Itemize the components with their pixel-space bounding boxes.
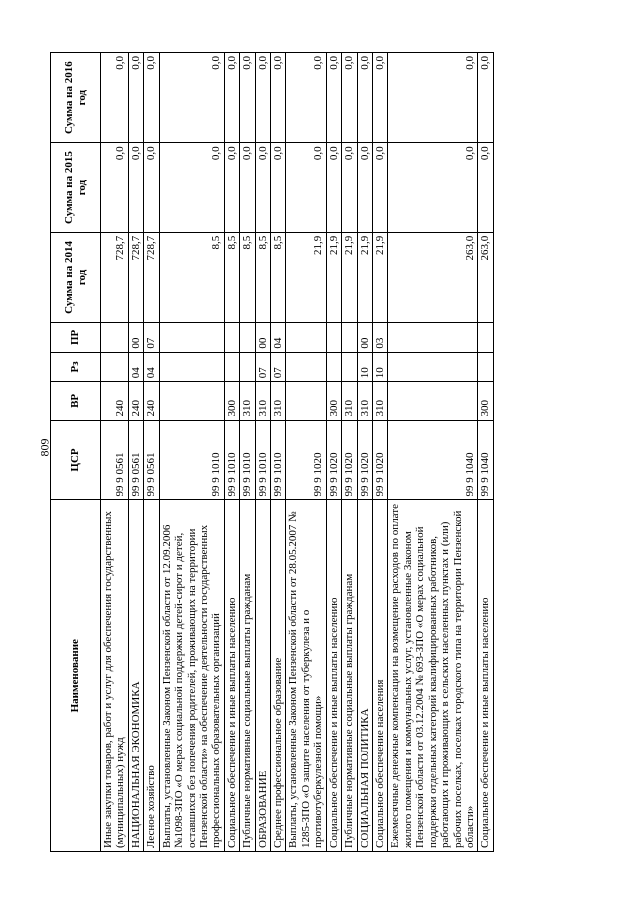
- header-2014: Сумма на 2014 год: [51, 232, 101, 322]
- cell-sum-2016: 0,0: [286, 53, 326, 143]
- cell-rz: 07: [255, 352, 270, 382]
- cell-pr: [326, 323, 341, 353]
- cell-pr: [224, 323, 239, 353]
- header-pr: ПР: [51, 323, 101, 353]
- cell-sum-2014: 21,9: [342, 232, 357, 322]
- header-2016: Сумма на 2016 год: [51, 53, 101, 143]
- cell-sum-2016: 0,0: [357, 53, 372, 143]
- table-row: [388, 53, 478, 852]
- cell-sum-2016: 0,0: [342, 53, 357, 143]
- table-row: [128, 53, 143, 852]
- cell-pr: [101, 323, 129, 353]
- cell-vr: 310: [342, 382, 357, 420]
- cell-name: Публичные нормативные социальные выплаты гражданам: [240, 500, 255, 852]
- cell-sum-2015: 0,0: [326, 143, 341, 232]
- cell-rz: 10: [357, 352, 372, 382]
- cell-sum-2016: 0,0: [159, 53, 224, 143]
- cell-sum-2016: 0,0: [224, 53, 239, 143]
- cell-rz: [159, 352, 224, 382]
- cell-vr: 310: [255, 382, 270, 420]
- cell-sum-2015: 0,0: [240, 143, 255, 232]
- cell-vr: 240: [144, 382, 159, 420]
- cell-sum-2015: 0,0: [128, 143, 143, 232]
- cell-sum-2016: 0,0: [240, 53, 255, 143]
- cell-rz: [326, 352, 341, 382]
- cell-name: Лесное хозяйство: [144, 500, 159, 852]
- cell-pr: 03: [373, 323, 388, 353]
- cell-pr: [159, 323, 224, 353]
- header-csr: ЦСР: [51, 420, 101, 500]
- cell-rz: [478, 352, 493, 382]
- cell-pr: 00: [255, 323, 270, 353]
- cell-sum-2014: 21,9: [373, 232, 388, 322]
- cell-csr: 99 9 1040: [388, 420, 478, 500]
- header-rz: Рз: [51, 352, 101, 382]
- cell-csr: 99 9 1020: [373, 420, 388, 500]
- cell-name: Социальное обеспечение и иные выплаты населению: [478, 500, 493, 852]
- cell-sum-2014: 21,9: [326, 232, 341, 322]
- cell-sum-2014: 728,7: [101, 232, 129, 322]
- cell-csr: 99 9 1020: [286, 420, 326, 500]
- cell-sum-2014: 21,9: [286, 232, 326, 322]
- cell-sum-2015: 0,0: [342, 143, 357, 232]
- cell-csr: 99 9 0561: [128, 420, 143, 500]
- cell-pr: [478, 323, 493, 353]
- cell-sum-2015: 0,0: [101, 143, 129, 232]
- table-row: [357, 53, 372, 852]
- cell-pr: [388, 323, 478, 353]
- cell-sum-2014: 728,7: [128, 232, 143, 322]
- table-row: [326, 53, 341, 852]
- cell-sum-2016: 0,0: [373, 53, 388, 143]
- cell-sum-2015: 0,0: [159, 143, 224, 232]
- cell-pr: 00: [357, 323, 372, 353]
- cell-name: ОБРАЗОВАНИЕ: [255, 500, 270, 852]
- cell-rz: [342, 352, 357, 382]
- cell-name: Выплаты, установленные Законом Пензенской области от 12.09.2006 №1098-ЗПО «О мерах социальной поддержки детей-сирот и детей, оставшихся без попечения родителей, проживающих на территории Пензенской области» на обеспечение деятельности государственных профессиональных образовательных организаций: [159, 500, 224, 852]
- header-vr: ВР: [51, 382, 101, 420]
- cell-sum-2016: 0,0: [388, 53, 478, 143]
- cell-sum-2016: 0,0: [144, 53, 159, 143]
- cell-csr: 99 9 1020: [357, 420, 372, 500]
- cell-csr: 99 9 1010: [224, 420, 239, 500]
- cell-vr: 240: [101, 382, 129, 420]
- cell-csr: 99 9 1010: [271, 420, 286, 500]
- cell-sum-2016: 0,0: [271, 53, 286, 143]
- cell-vr: [388, 382, 478, 420]
- cell-vr: 300: [224, 382, 239, 420]
- cell-csr: 99 9 1010: [159, 420, 224, 500]
- cell-name: Среднее профессиональное образование: [271, 500, 286, 852]
- table-row: [224, 53, 239, 852]
- table-row: [478, 53, 493, 852]
- table-row: [342, 53, 357, 852]
- cell-sum-2015: 0,0: [224, 143, 239, 232]
- cell-pr: [342, 323, 357, 353]
- cell-sum-2014: 728,7: [144, 232, 159, 322]
- header-2015: Сумма на 2015 год: [51, 143, 101, 232]
- cell-name: Публичные нормативные социальные выплаты гражданам: [342, 500, 357, 852]
- cell-sum-2016: 0,0: [101, 53, 129, 143]
- table-header-row: [51, 53, 101, 852]
- cell-name: Социальное обеспечение населения: [373, 500, 388, 852]
- cell-sum-2016: 0,0: [255, 53, 270, 143]
- cell-rz: 04: [128, 352, 143, 382]
- cell-vr: 310: [357, 382, 372, 420]
- cell-rz: [388, 352, 478, 382]
- budget-table: [50, 52, 494, 852]
- cell-sum-2014: 263,0: [478, 232, 493, 322]
- cell-sum-2015: 0,0: [255, 143, 270, 232]
- cell-rz: 07: [271, 352, 286, 382]
- table-row: [101, 53, 129, 852]
- cell-vr: 240: [128, 382, 143, 420]
- cell-csr: 99 9 1020: [342, 420, 357, 500]
- page-number: 809: [37, 438, 52, 457]
- cell-csr: 99 9 1010: [255, 420, 270, 500]
- table-row: [373, 53, 388, 852]
- cell-name: НАЦИОНАЛЬНАЯ ЭКОНОМИКА: [128, 500, 143, 852]
- cell-sum-2016: 0,0: [326, 53, 341, 143]
- cell-vr: 310: [373, 382, 388, 420]
- table-row: [240, 53, 255, 852]
- cell-sum-2015: 0,0: [357, 143, 372, 232]
- cell-sum-2015: 0,0: [388, 143, 478, 232]
- cell-csr: 99 9 1040: [478, 420, 493, 500]
- cell-sum-2015: 0,0: [144, 143, 159, 232]
- cell-sum-2014: 8,5: [224, 232, 239, 322]
- cell-sum-2014: 8,5: [255, 232, 270, 322]
- cell-pr: 00: [128, 323, 143, 353]
- cell-rz: [286, 352, 326, 382]
- table-body: [101, 53, 494, 852]
- cell-sum-2014: 8,5: [240, 232, 255, 322]
- cell-sum-2016: 0,0: [478, 53, 493, 143]
- table-row: [159, 53, 224, 852]
- cell-sum-2014: 8,5: [159, 232, 224, 322]
- cell-csr: 99 9 1020: [326, 420, 341, 500]
- cell-name: Иные закупки товаров, работ и услуг для обеспечения государственных (муниципальных) нужд: [101, 500, 129, 852]
- cell-vr: 310: [271, 382, 286, 420]
- table-row: [286, 53, 326, 852]
- cell-sum-2015: 0,0: [286, 143, 326, 232]
- cell-vr: [286, 382, 326, 420]
- cell-name: Социальное обеспечение и иные выплаты населению: [224, 500, 239, 852]
- cell-pr: 07: [144, 323, 159, 353]
- cell-vr: [159, 382, 224, 420]
- cell-name: СОЦИАЛЬНАЯ ПОЛИТИКА: [357, 500, 372, 852]
- cell-rz: [101, 352, 129, 382]
- cell-rz: [224, 352, 239, 382]
- cell-pr: [240, 323, 255, 353]
- table-row: [255, 53, 270, 852]
- rotated-page-content: [50, 52, 590, 852]
- cell-csr: 99 9 1010: [240, 420, 255, 500]
- cell-sum-2014: 8,5: [271, 232, 286, 322]
- cell-vr: 300: [478, 382, 493, 420]
- cell-name: Ежемесячные денежные компенсации на возмещение расходов по оплате жилого помещения и коммунальных услуг, установленные Законом Пензенской области от 03.12.2004 № 693-ЗПО «О мерах социальной поддержки отдельных категорий квалифицированных работников, работающих и проживающих в сельских населенных пунктах и (или) рабочих поселках, поселках городского типа на территории Пензенской области»: [388, 500, 478, 852]
- table-row: [144, 53, 159, 852]
- cell-sum-2016: 0,0: [128, 53, 143, 143]
- cell-csr: 99 9 0561: [144, 420, 159, 500]
- cell-sum-2015: 0,0: [373, 143, 388, 232]
- cell-name: Социальное обеспечение и иные выплаты населению: [326, 500, 341, 852]
- cell-name: Выплаты, установленные Законом Пензенской области от 28.05.2007 № 1285-ЗПО «О защите населения от туберкулеза и о противотуберкулезной помощи»: [286, 500, 326, 852]
- cell-csr: 99 9 0561: [101, 420, 129, 500]
- cell-pr: 04: [271, 323, 286, 353]
- cell-sum-2015: 0,0: [478, 143, 493, 232]
- cell-sum-2014: 21,9: [357, 232, 372, 322]
- cell-rz: 10: [373, 352, 388, 382]
- cell-sum-2014: 263,0: [388, 232, 478, 322]
- cell-sum-2015: 0,0: [271, 143, 286, 232]
- cell-rz: 04: [144, 352, 159, 382]
- table-row: [271, 53, 286, 852]
- cell-rz: [240, 352, 255, 382]
- header-name: Наименование: [51, 500, 101, 852]
- cell-vr: 300: [326, 382, 341, 420]
- cell-vr: 310: [240, 382, 255, 420]
- cell-pr: [286, 323, 326, 353]
